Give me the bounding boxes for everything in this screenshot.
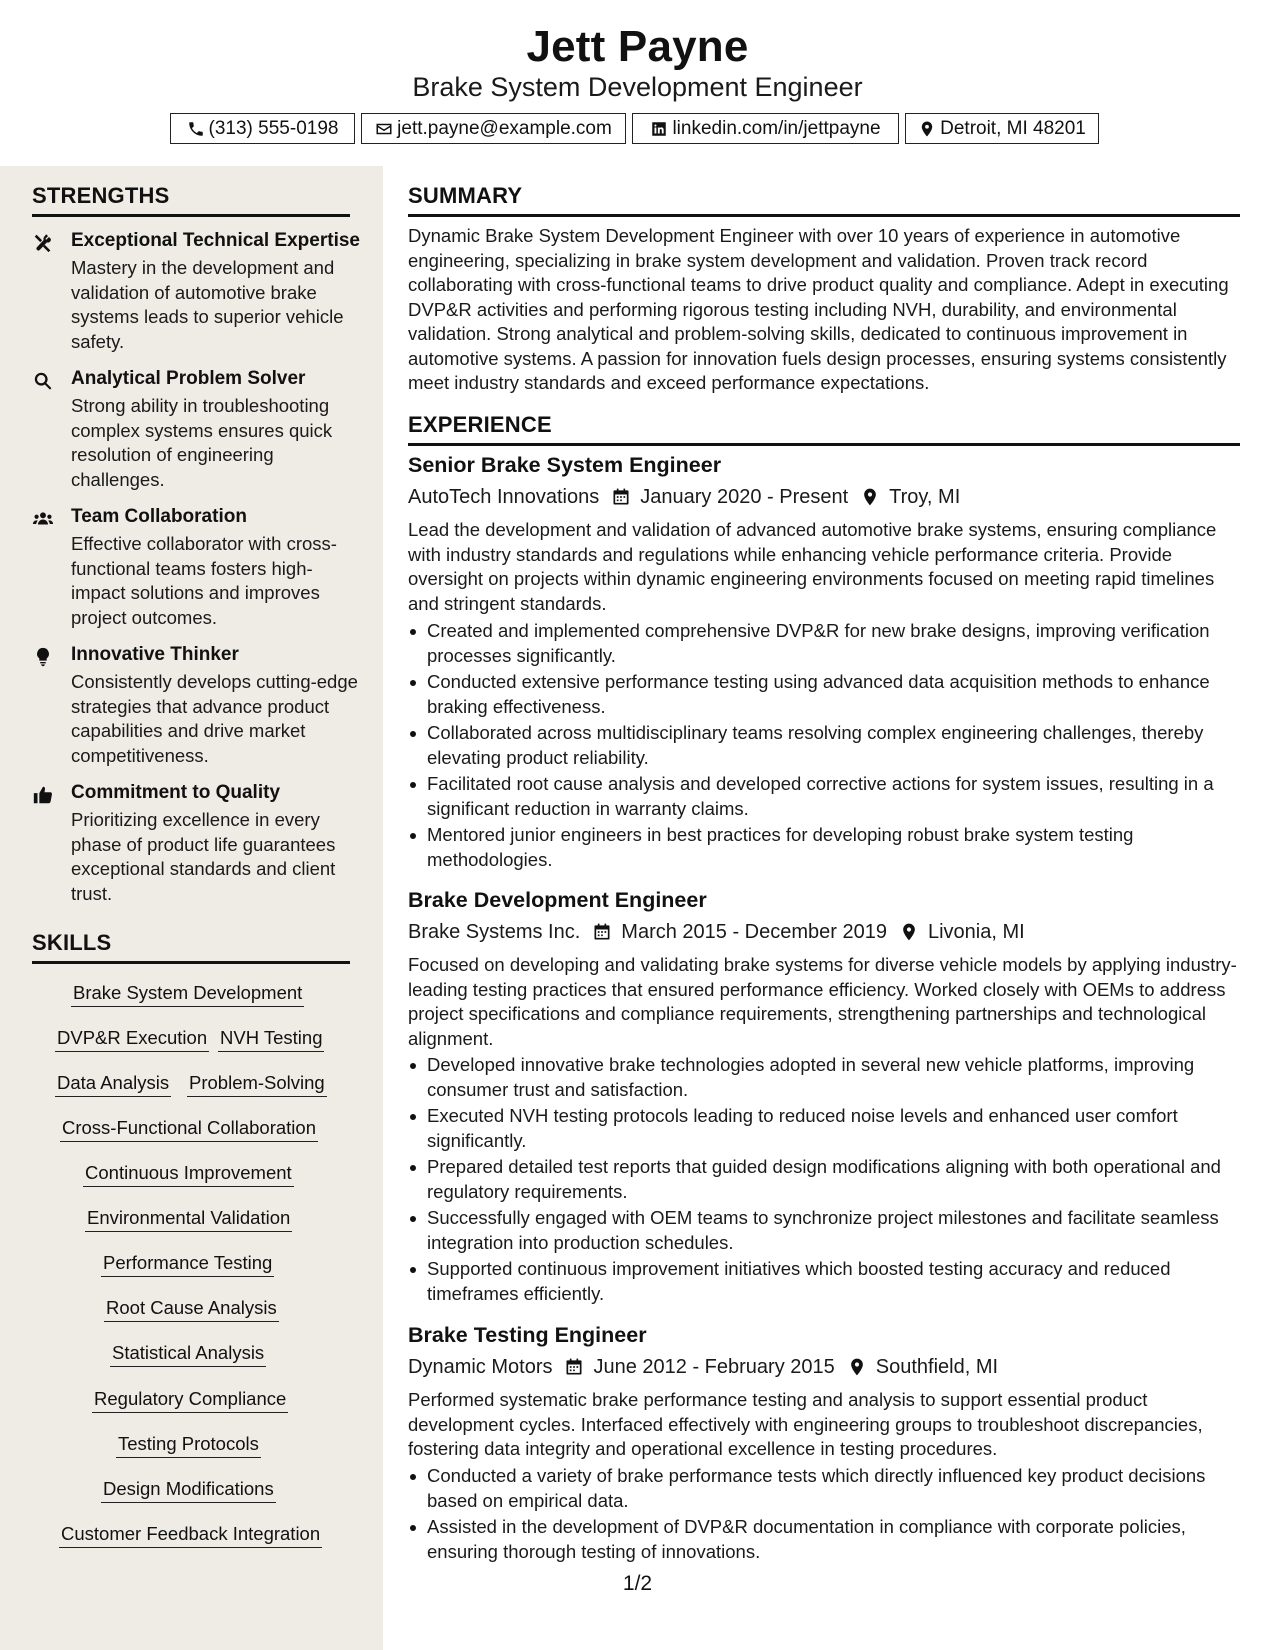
job-company: AutoTech Innovations: [408, 485, 600, 508]
phone-icon: [187, 120, 205, 138]
experience-rule: [408, 443, 1240, 446]
candidate-title: Brake System Development Engineer: [412, 72, 863, 102]
job-bullets: [408, 1464, 1238, 1566]
strength-desc: Prioritizing excellence in every phase of product life guarantees exceptional standards and client trust.: [71, 809, 336, 904]
job-description: Lead the development and validation of advanced automotive brake systems, ensuring compliance with industry standards and regulations while enhancing vehicle performance criteria. Provide oversight on projects within dynamic engineering environments focused on meeting rapid timelines and stringent standards.: [408, 519, 1217, 614]
contact-email[interactable]: [361, 113, 626, 144]
calendar-icon: [611, 487, 631, 507]
map-marker-icon: [899, 922, 919, 942]
linkedin-icon: [650, 120, 668, 138]
list-item: Mentored junior engineers in best practices for developing robust brake system testing methodologies.: [408, 823, 1238, 872]
map-marker-icon: [918, 120, 936, 138]
search-icon: [32, 370, 54, 392]
job-dates: March 2015 - December 2019: [621, 920, 887, 943]
list-item: Successfully engaged with OEM teams to synchronize project milestones and facilitate seamless integration into production schedules.: [408, 1206, 1238, 1255]
list-item: Collaborated across multidisciplinary teams resolving complex engineering challenges, thereby elevating product reliability.: [408, 721, 1238, 770]
skill-tag: Environmental Validation: [85, 1206, 292, 1232]
strengths-heading: STRENGTHS: [32, 183, 170, 208]
job-location: Troy, MI: [889, 485, 961, 508]
skill-tag: Problem-Solving: [187, 1071, 327, 1097]
contact-bar: [0, 113, 1275, 145]
strength-item: [32, 782, 362, 902]
job-meta: [408, 483, 960, 511]
list-item: Conducted extensive performance testing using advanced data acquisition methods to enhance braking effectiveness.: [408, 670, 1238, 719]
list-item: Facilitated root cause analysis and developed corrective actions for system issues, resulting in a significant reduction in warranty claims.: [408, 772, 1238, 821]
thumbs-up-icon: [32, 784, 54, 806]
strength-title: Analytical Problem Solver: [71, 368, 306, 389]
skill-tag: Brake System Development: [71, 981, 304, 1007]
calendar-icon: [564, 1357, 584, 1377]
list-item: Prepared detailed test reports that guided design modifications aligning with both operational and regulatory requirements.: [408, 1155, 1238, 1204]
summary-text: Dynamic Brake System Development Engineer with over 10 years of experience in automotive engineering, specializing in brake system development and validation. Proven track record collaborating with cross-functional teams to drive product quality and compliance. Adept in executing DVP&R activities and performing rigorous testing including NVH, durability, and environmental validation. Strong analytical and problem-solving skills, dedicated to continuous improvement in automotive systems. A passion for innovation fuels design processes, ensuring systems consistently meet industry standards and exceed performance expectations.: [408, 225, 1229, 393]
page-number: 1/2: [622, 1572, 653, 1595]
users-icon: [32, 508, 54, 530]
strength-title: Team Collaboration: [71, 506, 247, 527]
job-location: Southfield, MI: [875, 1355, 999, 1378]
list-item: Conducted a variety of brake performance tests which directly influenced key product decisions based on empirical data.: [408, 1464, 1238, 1513]
list-item: Supported continuous improvement initiatives which boosted testing accuracy and reduced timeframes efficiently.: [408, 1257, 1238, 1306]
skill-tag: Statistical Analysis: [110, 1341, 266, 1367]
skill-tag: Continuous Improvement: [83, 1161, 294, 1187]
map-marker-icon: [847, 1357, 867, 1377]
summary-heading: SUMMARY: [408, 183, 523, 208]
contact-email-text: jett.payne@example.com: [397, 117, 612, 139]
strength-desc: Strong ability in troubleshooting complex systems ensures quick resolution of engineering challenges.: [71, 395, 333, 490]
skill-tag: Design Modifications: [101, 1477, 276, 1503]
job-description: Performed systematic brake performance testing and analysis to support essential product development cycles. Interfaced effectively with engineering groups to troubleshoot discrepancies, fostering data integrity and operational excellence in testing procedures.: [408, 1389, 1203, 1459]
strength-desc: Consistently develops cutting-edge strategies that advance product capabilities and drive market competitiveness.: [71, 671, 358, 766]
skill-tag: Regulatory Compliance: [92, 1387, 288, 1413]
skill-tag: NVH Testing: [218, 1026, 324, 1052]
envelope-icon: [375, 120, 393, 138]
skill-tag: Performance Testing: [101, 1251, 274, 1277]
strength-item: [32, 506, 362, 626]
job-title: Brake Development Engineer: [408, 888, 707, 912]
skills-heading: SKILLS: [32, 930, 112, 955]
contact-location[interactable]: [905, 113, 1099, 144]
strength-item: [32, 230, 362, 350]
job-dates: January 2020 - Present: [640, 485, 849, 508]
job-meta: [408, 1353, 998, 1381]
skill-tag: Data Analysis: [55, 1071, 171, 1097]
contact-phone-text: (313) 555-0198: [208, 117, 339, 139]
job-location: Livonia, MI: [927, 920, 1025, 943]
list-item: Assisted in the development of DVP&R documentation in compliance with corporate policies, ensuring thorough testing of innovations.: [408, 1515, 1238, 1564]
list-item: Created and implemented comprehensive DVP&R for new brake designs, improving verification processes significantly.: [408, 619, 1238, 668]
candidate-name: Jett Payne: [526, 22, 749, 71]
lightbulb-icon: [32, 646, 54, 668]
strength-item: [32, 644, 362, 764]
job-description: Focused on developing and validating brake systems for diverse vehicle models by applying industry-leading testing practices that ensured performance efficiency. Worked closely with OEMs to address project specifications and compliance requirements, strengthening partnerships and technological alignment.: [408, 954, 1237, 1049]
skill-tag: Testing Protocols: [116, 1432, 261, 1458]
contact-phone[interactable]: [170, 113, 355, 144]
skills-rule: [32, 961, 350, 964]
strength-desc: Effective collaborator with cross-functional teams fosters high-impact solutions and improves project outcomes.: [71, 533, 337, 628]
job-company: Brake Systems Inc.: [408, 920, 581, 943]
list-item: Executed NVH testing protocols leading to reduced noise levels and enhanced user comfort significantly.: [408, 1104, 1238, 1153]
contact-linkedin-text: linkedin.com/in/jettpayne: [672, 117, 881, 139]
contact-location-text: Detroit, MI 48201: [940, 117, 1086, 139]
skill-tag: Root Cause Analysis: [104, 1296, 279, 1322]
tools-icon: [32, 232, 54, 254]
job-meta: [408, 918, 1025, 946]
strength-desc: Mastery in the development and validation of automotive brake systems leads to superior vehicle safety.: [71, 257, 344, 352]
map-marker-icon: [860, 487, 880, 507]
resume-header: [0, 0, 1275, 166]
skill-tag: DVP&R Execution: [55, 1026, 209, 1052]
contact-linkedin[interactable]: [632, 113, 899, 144]
job-bullets: [408, 1053, 1238, 1308]
job-title: Senior Brake System Engineer: [408, 453, 722, 477]
strength-title: Exceptional Technical Expertise: [71, 230, 360, 251]
job-title: Brake Testing Engineer: [408, 1323, 647, 1347]
strengths-rule: [32, 214, 350, 217]
strength-item: [32, 368, 362, 488]
strength-title: Commitment to Quality: [71, 782, 281, 803]
job-bullets: [408, 619, 1238, 874]
strength-title: Innovative Thinker: [71, 644, 239, 665]
job-company: Dynamic Motors: [408, 1355, 553, 1378]
sidebar: [0, 166, 383, 1650]
job-dates: June 2012 - February 2015: [593, 1355, 835, 1378]
summary-rule: [408, 214, 1240, 217]
calendar-icon: [592, 922, 612, 942]
list-item: Developed innovative brake technologies adopted in several new vehicle platforms, improving consumer trust and satisfaction.: [408, 1053, 1238, 1102]
skill-tag: Customer Feedback Integration: [59, 1522, 322, 1548]
experience-heading: EXPERIENCE: [408, 412, 552, 437]
skill-tag: Cross-Functional Collaboration: [60, 1116, 318, 1142]
